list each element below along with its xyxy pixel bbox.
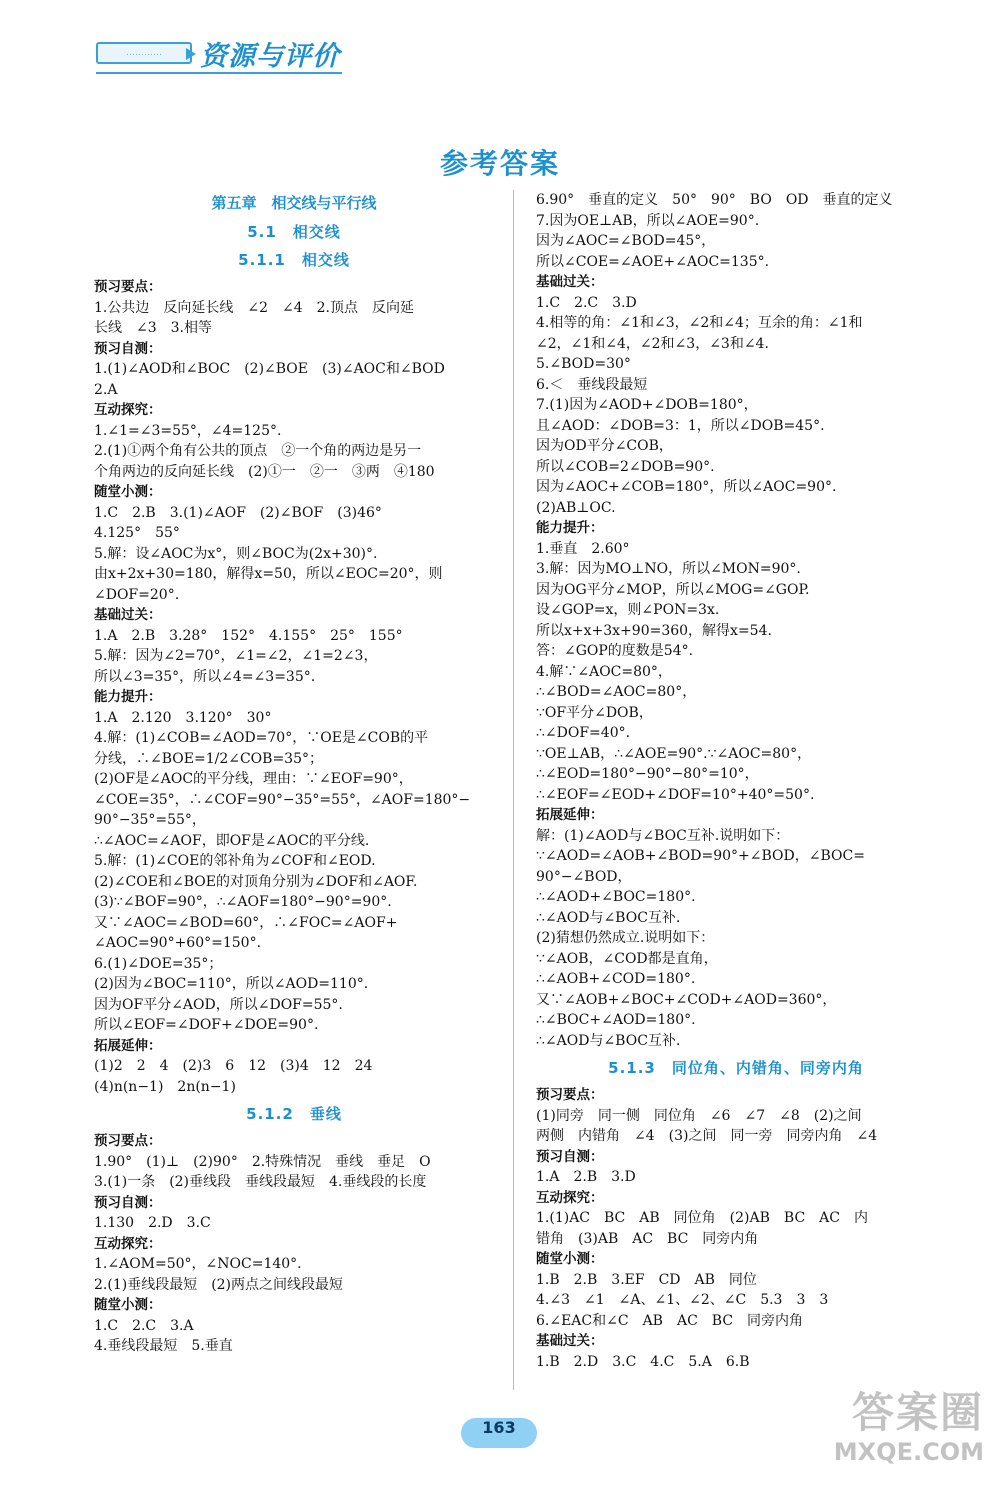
answer-line: 2.A: [94, 381, 118, 398]
answer-line: (3)∵∠BOF=90°，∴∠AOF=180°−90°=90°.: [94, 894, 392, 910]
answer-line: 所以∠COE=∠AOE+∠AOC=135°.: [536, 253, 770, 270]
subsection-label: 随堂小测：: [94, 1297, 162, 1313]
subsection-label: 能力提升：: [536, 520, 604, 536]
watermark-logo: 答案圈: [851, 1388, 984, 1437]
answer-line: 6.∠EAC和∠C AB AC BC 同旁内角: [536, 1312, 804, 1329]
answer-line: ∴∠AOB+∠COD=180°.: [536, 971, 696, 987]
answer-line: 1.C 2.B 3.(1)∠AOF (2)∠BOF (3)46°: [94, 504, 382, 521]
answer-line: (4)n(n−1) 2n(n−1): [94, 1078, 236, 1095]
answer-line: 90°−∠BOD，: [536, 868, 632, 885]
answer-line: ∴∠BOD=∠AOC=80°，: [536, 684, 697, 700]
chapter-heading: 第五章 相交线与平行线: [211, 194, 377, 212]
answer-line: ∴∠AOD+∠BOC=180°.: [536, 889, 696, 905]
header-underline: [96, 72, 342, 74]
subsection-label: 预习要点：: [94, 1133, 162, 1149]
answer-line: 5.解：(1)∠COE的邻补角为∠COF和∠EOD.: [94, 853, 376, 869]
subsection-label: 预习自测：: [94, 1194, 162, 1211]
subsection-label: 能力提升：: [94, 689, 162, 705]
subsection-label: 预习要点：: [536, 1087, 604, 1103]
subsection-label: 随堂小测：: [536, 1251, 604, 1267]
answer-line: ∵OE⊥AB，∴∠AOE=90°.∵∠AOC=80°，: [536, 745, 812, 762]
answer-line: 所以∠3=35°，所以∠4=∠3=35°.: [94, 668, 316, 685]
subsection-label: 互动探究：: [94, 402, 162, 418]
subsection-label: 互动探究：: [94, 1235, 162, 1252]
answer-line: 1.∠AOM=50°，∠NOC=140°.: [94, 1256, 302, 1272]
answer-line: 答：∠GOP的度数是54°.: [536, 643, 694, 659]
answer-line: 1.垂直 2.60°: [536, 540, 630, 557]
subsection-label: 预习要点：: [94, 279, 162, 295]
answer-line: 1.(1)AC BC AB 同位角 (2)AB BC AC 内: [536, 1210, 868, 1226]
answer-line: ∠DOF=20°.: [94, 586, 180, 603]
subsection-label: 拓展延伸：: [536, 807, 604, 823]
answer-line: 解：(1)∠AOD与∠BOC互补.说明如下：: [536, 827, 790, 844]
answer-line: ∴∠AOD与∠BOC互补.: [536, 909, 681, 926]
answer-line: ∴∠DOF=40°.: [536, 725, 631, 741]
answer-line: 4.解：(1)∠COB=∠AOD=70°，∵OE是∠COB的平: [94, 730, 429, 746]
watermark-url: MXQE.COM: [833, 1438, 984, 1466]
subsection-label: 预习自测：: [536, 1148, 604, 1165]
answer-line: 2.(1)垂线段最短 (2)两点之间线段最短: [94, 1276, 344, 1293]
answer-line: 4.125° 55°: [94, 525, 180, 541]
brand-title: 资源与评价: [200, 41, 340, 72]
answer-line: 7.因为OE⊥AB，所以∠AOE=90°.: [536, 212, 760, 229]
answer-line: 1.C 2.C 3.A: [94, 1317, 194, 1334]
subsection-label: 基础过关：: [536, 274, 604, 290]
answer-line: 由x+2x+30=180，解得x=50，所以∠EOC=20°，则: [94, 566, 443, 582]
answer-line: 分线，∴∠BOE=1/2∠COB=35°；: [94, 750, 323, 767]
answer-line: 2.(1)①两个角有公共的顶点 ②一个角的两边是另一: [94, 443, 422, 459]
answer-line: 1.90° (1)⊥ (2)90° 2.特殊情况 垂线 垂足 O: [94, 1153, 431, 1170]
answer-line: 设∠GOP=x，则∠PON=3x.: [536, 602, 720, 618]
answer-line: 所以x+x+3x+90=360，解得x=54.: [536, 622, 772, 639]
subsection-label: 基础过关：: [94, 607, 162, 623]
answer-line: (2)AB⊥OC.: [536, 499, 616, 516]
answer-line: 6.90° 垂直的定义 50° 90° BO OD 垂直的定义: [536, 192, 893, 208]
section-heading: 5.1.3 同位角、内错角、同旁内角: [608, 1059, 864, 1077]
answer-line: 3.(1)一条 (2)垂线段 垂线段最短 4.垂线段的长度: [94, 1174, 427, 1190]
answer-line: ∵∠AOD=∠AOB+∠BOD=90°+∠BOD，∠BOC=: [536, 848, 865, 864]
section-heading: 5.1.2 垂线: [246, 1105, 342, 1123]
answer-line: 4.相等的角：∠1和∠3，∠2和∠4；互余的角：∠1和: [536, 315, 863, 331]
answer-line: 1.公共边 反向延长线 ∠2 ∠4 2.顶点 反向延: [94, 299, 414, 316]
answer-line: 个角两边的反向延长线 (2)①一 ②一 ③两 ④180: [94, 463, 435, 480]
answer-line: 6.＜ 垂线段最短: [536, 376, 648, 393]
answer-line: 6.(1)∠DOE=35°；: [94, 955, 223, 972]
subsection-label: 随堂小测：: [94, 484, 162, 500]
answer-line: 1.(1)∠AOD和∠BOC (2)∠BOE (3)∠AOC和∠BOD: [94, 361, 445, 377]
answer-line: 1.A 2.B 3.D: [536, 1169, 636, 1185]
answer-line: 1.∠1=∠3=55°，∠4=125°.: [94, 422, 282, 439]
answer-line: 7.(1)因为∠AOD+∠DOB=180°，: [536, 397, 758, 413]
answer-line: ∴∠BOC+∠AOD=180°.: [536, 1012, 696, 1028]
answer-line: 5.∠BOD=30°: [536, 356, 631, 372]
answer-line: (2)∠COE和∠BOE的对顶角分别为∠DOF和∠AOF.: [94, 873, 418, 890]
subsection-label: 互动探究：: [536, 1189, 604, 1206]
answer-line: 因为OG平分∠MOP，所以∠MOG=∠GOP.: [536, 581, 810, 598]
answer-line: (1)2 2 4 (2)3 6 12 (3)4 12 24: [94, 1058, 373, 1074]
answer-line: (2)OF是∠AOC的平分线，理由：∵∠EOF=90°，: [94, 771, 413, 787]
answer-line: 因为OD平分∠COB，: [536, 438, 673, 454]
section-heading: 5.1 相交线: [247, 223, 341, 241]
header-strip: …………: [96, 42, 192, 64]
answer-line: ∴∠AOD与∠BOC互补.: [536, 1032, 681, 1049]
answer-line: ∴∠EOD=180°−90°−80°=10°，: [536, 766, 759, 782]
answer-line: 5.解：设∠AOC为x°，则∠BOC为(2x+30)°.: [94, 545, 378, 562]
answer-line: ∴∠EOF=∠EOD+∠DOF=10°+40°=50°.: [536, 786, 815, 803]
watermark: [780, 1380, 990, 1476]
page-title: 参考答案: [439, 147, 560, 180]
answer-line: 1.A 2.120 3.120° 30°: [94, 709, 272, 726]
answer-line: (2)因为∠BOC=110°，所以∠AOD=110°.: [94, 976, 369, 992]
answer-line: 3.解：因为MO⊥NO，所以∠MON=90°.: [536, 561, 801, 577]
answer-line: 1.A 2.B 3.28° 152° 4.155° 25° 155°: [94, 627, 403, 644]
answer-line: 两侧 内错角 ∠4 (3)之间 同一旁 同旁内角 ∠4: [536, 1128, 878, 1144]
page-number: 163: [461, 1418, 537, 1448]
subsection-label: 基础过关：: [536, 1333, 604, 1349]
answer-line: 4.垂线段最短 5.垂直: [94, 1338, 233, 1354]
answer-line: (1)同旁 同一侧 同位角 ∠6 ∠7 ∠8 (2)之间: [536, 1107, 862, 1124]
answer-line: 又∵∠AOB+∠BOC+∠COD+∠AOD=360°，: [536, 991, 837, 1008]
answer-line: ∵OF平分∠DOB，: [536, 704, 653, 721]
column-divider: [513, 190, 514, 1390]
answer-line: 因为∠AOC=∠BOD=45°，: [536, 233, 716, 249]
answer-line: 长线 ∠3 3.相等: [94, 320, 212, 336]
answer-line: 1.130 2.D 3.C: [94, 1215, 211, 1231]
answer-line: 4.∠3 ∠1 ∠A、∠1、∠2、∠C 5.3 3 3: [536, 1292, 829, 1308]
subsection-label: 拓展延伸：: [94, 1037, 162, 1054]
answer-line: (2)猜想仍然成立.说明如下：: [536, 930, 715, 946]
answer-line: 所以∠EOF=∠DOF+∠DOE=90°.: [94, 1017, 319, 1033]
answer-line: 因为OF平分∠AOD，所以∠DOF=55°.: [94, 996, 343, 1013]
answer-line: 且∠AOD：∠DOB=3：1，所以∠DOB=45°.: [536, 417, 825, 434]
answer-line: 又∵∠AOC=∠BOD=60°，∴∠FOC=∠AOF+: [94, 914, 398, 931]
subsection-label: 预习自测：: [94, 340, 162, 357]
answer-line: ∠COE=35°，∴∠COF=90°−35°=55°，∠AOF=180°−: [94, 791, 471, 808]
right-column: [536, 190, 936, 1372]
answer-line: 5.解：因为∠2=70°，∠1=∠2，∠1=2∠3，: [94, 648, 378, 664]
answer-line: 1.B 2.B 3.EF CD AB 同位: [536, 1271, 757, 1288]
answer-line: 90°−35°=55°，: [94, 812, 206, 828]
left-column: [94, 190, 494, 1357]
answer-line: ∵∠AOB，∠COD都是直角，: [536, 950, 718, 967]
answer-line: 4.解∵∠AOC=80°，: [536, 663, 672, 680]
answer-line: ∠AOC=90°+60°=150°.: [94, 935, 262, 951]
header-brand: [96, 34, 346, 76]
answer-line: 因为∠AOC+∠COB=180°，所以∠AOC=90°.: [536, 479, 837, 495]
section-heading: 5.1.1 相交线: [238, 251, 350, 269]
answer-line: ∴∠AOC=∠AOF，即OF是∠AOC的平分线.: [94, 832, 370, 849]
answer-line: 1.B 2.D 3.C 4.C 5.A 6.B: [536, 1353, 750, 1370]
arrow-icon: [186, 48, 196, 60]
answer-line: 1.C 2.C 3.D: [536, 294, 637, 311]
answer-line: 所以∠COB=2∠DOB=90°.: [536, 458, 715, 475]
answer-line: ∠2，∠1和∠4，∠2和∠3，∠3和∠4.: [536, 335, 769, 352]
answer-line: 错角 (3)AB AC BC 同旁内角: [536, 1230, 759, 1247]
